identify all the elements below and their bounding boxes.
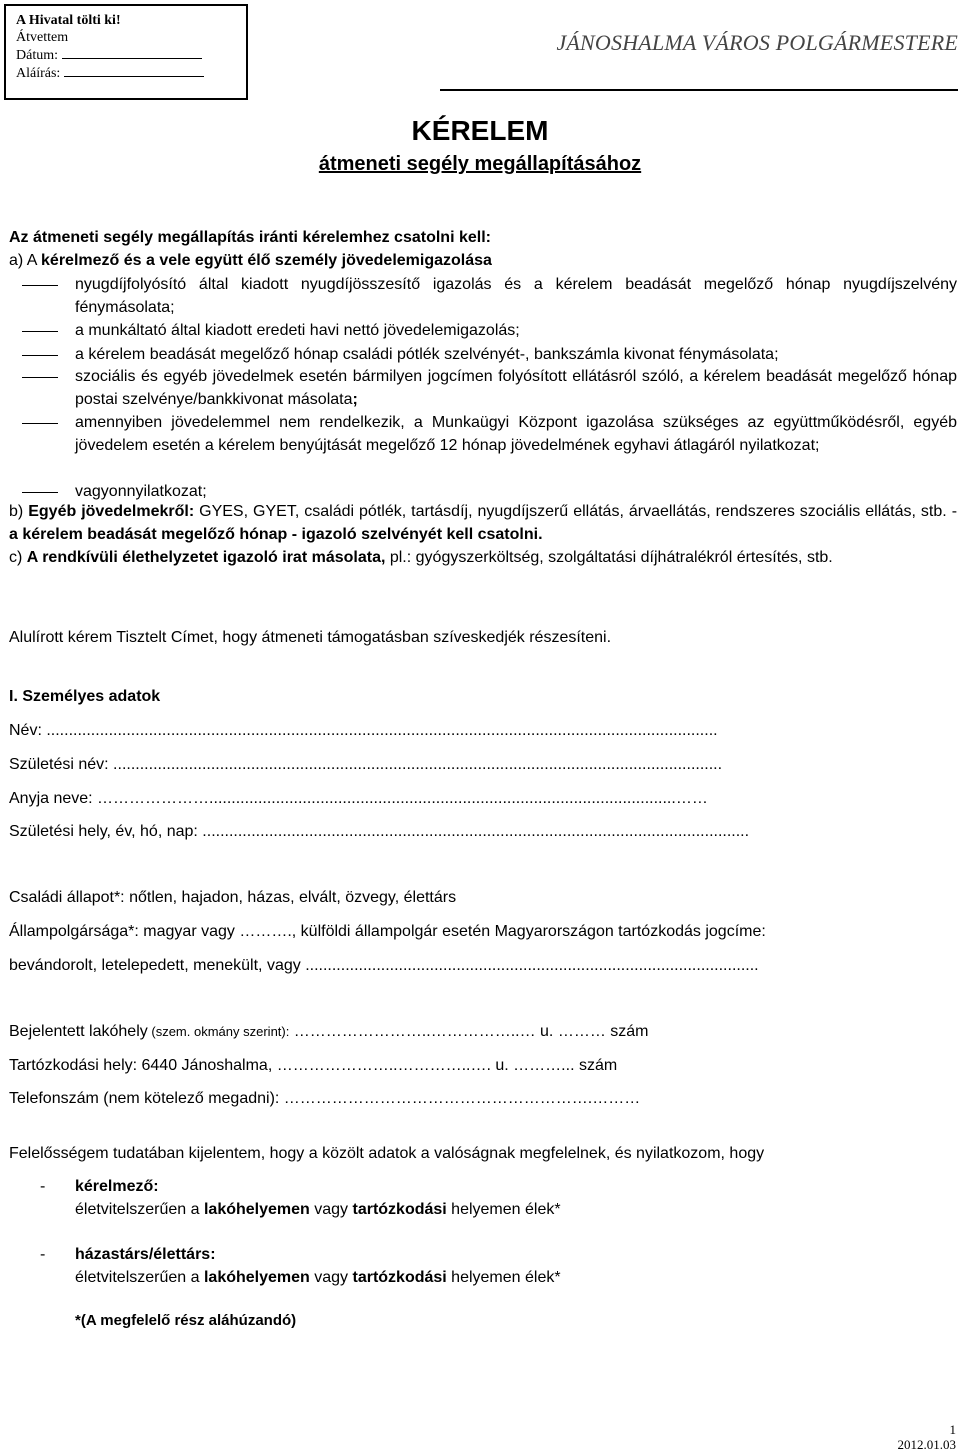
item-c-heading: A rendkívüli élethelyzetet igazoló irat másolata, bbox=[26, 549, 386, 566]
statement-option-permanent[interactable]: lakóhelyemen bbox=[203, 1269, 310, 1286]
permanent-address-blank[interactable]: ……………………..……………..… u. ……… szám bbox=[289, 1023, 649, 1040]
person-dash: - bbox=[40, 1246, 46, 1263]
document-subtitle: átmeneti segély megállapításához bbox=[318, 153, 642, 175]
statement-text: helyemen élek* bbox=[446, 1269, 561, 1286]
stamp-date-line[interactable] bbox=[62, 46, 202, 59]
statement-text: helyemen élek* bbox=[446, 1201, 561, 1218]
request-sentence: Alulírott kérem Tisztelt Címet, hogy átmeneti támogatásban szíveskedjék részesíteni. bbox=[9, 629, 612, 646]
footnote: *(A megfelelő rész aláhúzandó) bbox=[75, 1312, 297, 1329]
mother-name-field[interactable]: Anyja neve: ………………….........................................................................................................…… bbox=[9, 790, 708, 807]
person-spouse-statement[interactable] bbox=[75, 1266, 957, 1289]
attachment-list-item: a kérelem beadását megelőző hónap családi pótlék szelvényét-, bankszámla kivonat fénymásolata; bbox=[75, 346, 779, 363]
person-spouse-label: házastárs/élettárs: bbox=[75, 1246, 216, 1263]
header-rule bbox=[440, 89, 958, 91]
permanent-address-label: Bejelentett lakóhely bbox=[9, 1023, 148, 1040]
office-stamp-box bbox=[4, 4, 248, 100]
item-c-text: pl.: gyógyszerköltség, szolgáltatási díjhátralékról értesítés, stb. bbox=[385, 549, 833, 566]
attachments-item-c bbox=[9, 546, 957, 569]
person-applicant-statement[interactable] bbox=[75, 1198, 957, 1221]
stamp-signature-row bbox=[16, 64, 236, 82]
dash-bullet bbox=[22, 423, 58, 424]
attachment-list-item: nyugdíjfolyósító által kiadott nyugdíjösszesítő igazolás és a kérelem beadását megelőző hónap nyugdíjszelvény fénymásolata; bbox=[75, 276, 957, 316]
birth-name-field[interactable]: Születési név: ......................................................................................................................................... bbox=[9, 756, 723, 773]
stamp-date-row bbox=[16, 46, 236, 64]
attachments-item-b bbox=[9, 500, 957, 546]
stamp-received: Átvettem bbox=[16, 30, 69, 45]
attachment-list-item bbox=[75, 365, 957, 411]
phone-field[interactable]: Telefonszám (nem kötelező megadni): ………………………………………………….……… bbox=[9, 1090, 641, 1107]
item-b-heading: Egyéb jövedelmekről: bbox=[28, 503, 195, 520]
citizenship-field[interactable]: Állampolgársága*: magyar vagy ………., külföldi állampolgár esetén Magyarországon tartózkodás jogcíme: bbox=[9, 923, 766, 940]
statement-option-temporary[interactable]: tartózkodási bbox=[352, 1269, 447, 1286]
authority-header: JÁNOSHALMA VÁROS POLGÁRMESTERE bbox=[556, 30, 958, 55]
attachments-heading: Az átmeneti segély megállapítás iránti kérelemhez csatolni kell: bbox=[9, 229, 491, 246]
item-b-prefix: b) bbox=[9, 503, 29, 520]
statement-text: életvitelszerűen a bbox=[75, 1201, 204, 1218]
stamp-signature-label: Aláírás: bbox=[16, 66, 61, 81]
item-a-text: kérelmező és a vele együtt élő személy jövedelemigazolása bbox=[41, 252, 492, 269]
document-date: 2012.01.03 bbox=[897, 1437, 956, 1452]
temporary-address-field[interactable]: Tartózkodási hely: 6440 Jánoshalma, …………………..…………..…. u. ………... szám bbox=[9, 1057, 618, 1074]
attachment-list-item-end: ; bbox=[352, 391, 358, 408]
attachment-list-item: amennyiben jövedelemmel nem rendelkezik, a Munkaügyi Központ igazolása szükséges az együttműködésről, egyéb jövedelem esetén a kérelem benyújtását megelőző 12 hónap jövedelmének egyhavi átlagáról nyilatkozat; bbox=[75, 414, 957, 454]
attachment-list-item: a munkáltató által kiadott eredeti havi nettó jövedelemigazolás; bbox=[75, 322, 520, 339]
dash-bullet bbox=[22, 355, 58, 356]
page-number: 1 bbox=[949, 1422, 956, 1437]
attachment-list-item: vagyonnyilatkozat; bbox=[75, 483, 207, 500]
declaration-text: Felelősségem tudatában kijelentem, hogy a közölt adatok a valóságnak megfelelnek, és nyilatkozom, hogy bbox=[9, 1145, 765, 1162]
stamp-title: A Hivatal tölti ki! bbox=[16, 13, 121, 28]
family-status-field[interactable]: Családi állapot*: nőtlen, hajadon, házas, elvált, özvegy, élettárs bbox=[9, 889, 457, 906]
attachment-list-item-text: szociális és egyéb jövedelmek esetén bármilyen jogcímen folyósított ellátásról szóló, a kérelem beadását megelőző hónap postai szelvénye/bankkivonat másolata bbox=[75, 368, 957, 408]
permanent-address-note: (szem. okmány szerint): bbox=[147, 1024, 290, 1039]
document-title: KÉRELEM bbox=[411, 115, 549, 146]
birth-place-date-field[interactable]: Születési hely, év, hó, nap: ........................................................................................................................... bbox=[9, 823, 750, 840]
item-a-prefix: a) A bbox=[9, 252, 42, 269]
item-b-text: GYES, GYET, családi pótlék, tartásdíj, nyugdíjszerű ellátás, árvaellátás, rendszeres szociális ellátás, stb. - bbox=[194, 503, 958, 520]
statement-option-permanent[interactable]: lakóhelyemen bbox=[203, 1201, 310, 1218]
person-dash: - bbox=[40, 1178, 46, 1195]
stamp-date-label: Dátum: bbox=[16, 48, 58, 63]
name-field[interactable]: Név: ....................................................................................................................................................... bbox=[9, 722, 718, 739]
permanent-address-field[interactable] bbox=[9, 1020, 957, 1043]
statement-option-temporary[interactable]: tartózkodási bbox=[352, 1201, 447, 1218]
dash-bullet bbox=[22, 285, 58, 286]
dash-bullet bbox=[22, 331, 58, 332]
item-b-instruction: a kérelem beadását megelőző hónap - igazoló szelvényét kell csatolni. bbox=[9, 526, 543, 543]
attachments-item-a bbox=[9, 249, 957, 272]
statement-text: vagy bbox=[309, 1201, 353, 1218]
statement-text: vagy bbox=[309, 1269, 353, 1286]
dash-bullet bbox=[22, 492, 58, 493]
person-applicant-label: kérelmező: bbox=[75, 1178, 159, 1195]
item-c-prefix: c) bbox=[9, 549, 27, 566]
dash-bullet bbox=[22, 377, 58, 378]
stamp-signature-line[interactable] bbox=[64, 64, 204, 77]
statement-text: életvitelszerűen a bbox=[75, 1269, 204, 1286]
residence-title-field[interactable]: bevándorolt, letelepedett, menekült, vagy ...................................................................................................... bbox=[9, 957, 759, 974]
personal-data-heading: I. Személyes adatok bbox=[9, 688, 161, 705]
